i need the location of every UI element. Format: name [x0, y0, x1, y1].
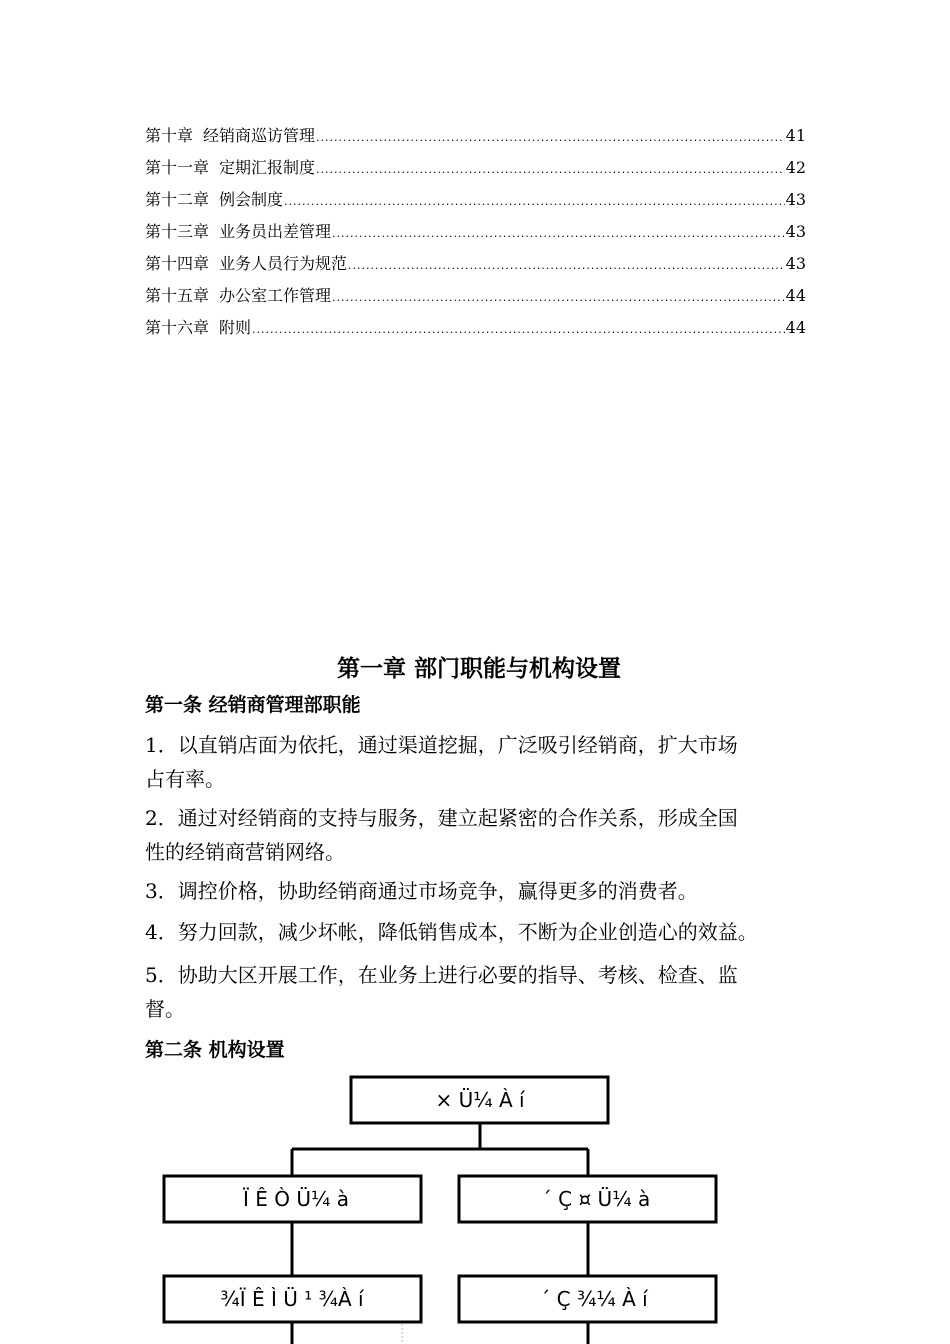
- paragraph-line: 占有率。: [145, 767, 225, 791]
- paragraph-line: 3．调控价格，协助经销商通过市场竞争，赢得更多的消费者。: [145, 879, 698, 903]
- toc-page-number: 41: [785, 126, 806, 145]
- toc-page-number: 43: [785, 190, 806, 209]
- article-heading: 第二条 机构设置: [145, 1039, 285, 1061]
- toc-chapter-number: 第十五章: [145, 286, 210, 305]
- toc-chapter-title: 经销商巡访管理: [203, 126, 316, 145]
- toc-chapter-number: 第十二章: [145, 190, 210, 209]
- toc-page-number: 44: [785, 318, 806, 337]
- org-node-label: Ï Ê Ò Ü¼ à: [243, 1187, 349, 1211]
- paragraph-line: 性的经销商营销网络。: [145, 840, 345, 864]
- chapter-title: 第一章 部门职能与机构设置: [336, 656, 621, 682]
- article-heading: 第一条 经销商管理部职能: [145, 694, 361, 716]
- org-node-label: ´ Ç ¾¼ À í: [540, 1287, 648, 1311]
- toc-page-number: 44: [785, 286, 806, 305]
- paragraph-line: 5．协助大区开展工作，在业务上进行必要的指导、考核、检查、监: [145, 963, 738, 987]
- toc-chapter-title: 办公室工作管理: [219, 286, 332, 305]
- toc-chapter-title: 业务员出差管理: [219, 222, 332, 241]
- toc-chapter-number: 第十章: [145, 126, 194, 145]
- toc-page-number: 43: [785, 222, 806, 241]
- toc-chapter-number: 第十六章: [145, 318, 210, 337]
- org-node-label: × Ü¼ À í: [435, 1088, 525, 1112]
- toc-chapter-number: 第十四章: [145, 254, 210, 273]
- toc-page-number: 43: [785, 254, 806, 273]
- paragraph-line: 1．以直销店面为依托，通过渠道挖掘，广泛吸引经销商，扩大市场: [145, 733, 738, 757]
- paragraph-line: 督。: [145, 997, 185, 1021]
- toc-chapter-number: 第十一章: [145, 158, 210, 177]
- paragraph-line: 2．通过对经销商的支持与服务，建立起紧密的合作关系，形成全国: [145, 806, 738, 830]
- toc-chapter-title: 业务人员行为规范: [219, 254, 348, 273]
- toc-chapter-title: 例会制度: [219, 190, 284, 209]
- toc-chapter-title: 附则: [219, 318, 252, 337]
- org-node-label: ´ Ç ¤ Ü¼ à: [541, 1187, 651, 1211]
- paragraph-line: 4．努力回款，减少坏帐，降低销售成本，不断为企业创造心的效益。: [145, 920, 758, 944]
- toc-page-number: 42: [785, 158, 806, 177]
- org-node-label: ¾Ï Ê Ì Ü ¹ ¾À í: [220, 1287, 364, 1311]
- toc-chapter-number: 第十三章: [145, 222, 210, 241]
- toc-chapter-title: 定期汇报制度: [219, 158, 316, 177]
